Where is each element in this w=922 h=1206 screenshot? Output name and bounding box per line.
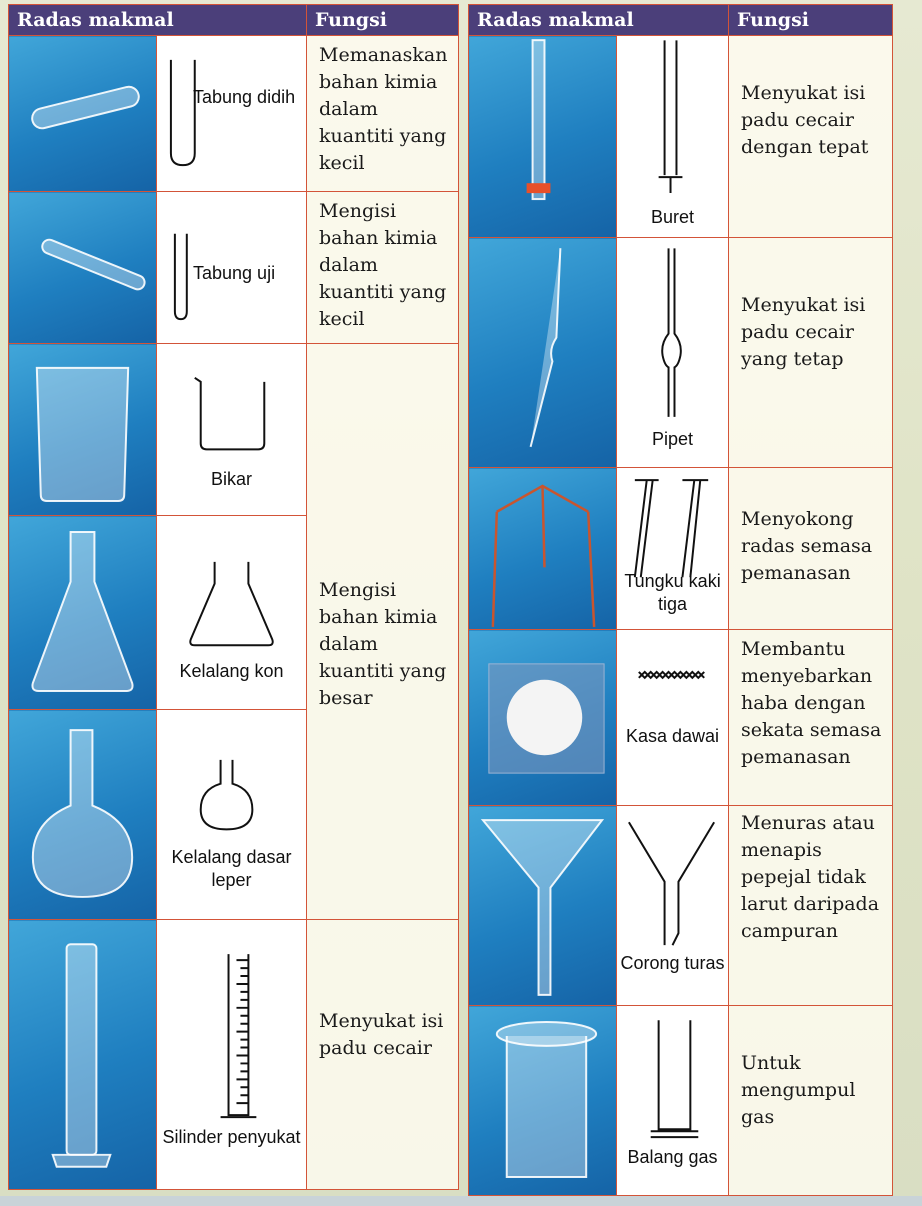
sketch-bikar — [157, 344, 307, 516]
fungsi-buret: Menyukat isi padu cecair dengan tepat — [729, 36, 893, 238]
photo-tabung-uji — [9, 192, 157, 344]
fungsi-kasa-dawai: Membantu menyebarkan haba dengan sekata semasa pemanasan — [729, 630, 893, 806]
fungsi-tabung-didih: Memanaskan bahan kimia dalam kuantiti yang kecil — [307, 36, 459, 192]
sketch-kasa-dawai — [617, 630, 729, 806]
photo-balang-gas — [469, 1006, 617, 1196]
fungsi-corong-turas: Menuras atau menapis pepejal tidak larut daripada campuran — [729, 806, 893, 1006]
photo-tabung-didih — [9, 36, 157, 192]
sketch-balang-gas — [617, 1006, 729, 1196]
label-bikar: Bikar — [211, 469, 253, 489]
sketch-corong-turas — [617, 806, 729, 1006]
label-tabung-uji: Tabung uji — [193, 263, 276, 283]
fungsi-tabung-uji: Mengisi bahan kimia dalam kuantiti yang kecil — [307, 192, 459, 344]
apparatus-table-right — [468, 4, 893, 1196]
photo-tungku-kaki-tiga — [469, 468, 617, 630]
label-tabung-didih: Tabung didih — [193, 87, 296, 107]
label-balang-gas: Balang gas — [627, 1147, 718, 1167]
label-corong-turas: Corong turas — [620, 953, 725, 973]
photo-kelalang-dasar-leper — [9, 710, 157, 920]
bottom-strip — [0, 1196, 922, 1206]
fungsi-silinder-penyukat: Menyukat isi padu cecair — [307, 920, 459, 1190]
photo-bikar — [9, 344, 157, 516]
photo-pipet — [469, 238, 617, 468]
photo-kelalang-kon — [9, 516, 157, 710]
header-fungsi: Fungsi — [307, 5, 459, 36]
label-kelalang-dasar-leper: Kelalang dasar leper — [171, 847, 292, 890]
sketch-kelalang-dasar-leper — [157, 710, 307, 920]
sketch-pipet — [617, 238, 729, 468]
sketch-kelalang-kon — [157, 516, 307, 710]
fungsi-kelalang: Mengisi bahan kimia dalam kuantiti yang besar — [307, 344, 459, 920]
photo-silinder-penyukat — [9, 920, 157, 1190]
label-kasa-dawai: Kasa dawai — [625, 726, 720, 746]
photo-buret — [469, 36, 617, 238]
label-silinder-penyukat: Silinder penyukat — [162, 1127, 301, 1147]
header-radas-makmal: Radas makmal — [9, 5, 307, 36]
photo-kasa-dawai — [469, 630, 617, 806]
label-tungku-kaki-tiga: Tungku kaki tiga — [624, 571, 721, 614]
fungsi-pipet: Menyukat isi padu cecair yang tetap — [729, 238, 893, 468]
header-radas-makmal: Radas makmal — [469, 5, 729, 36]
fungsi-tungku-kaki-tiga: Menyokong radas semasa pemanasan — [729, 468, 893, 630]
label-buret: Buret — [650, 207, 695, 227]
sketch-buret — [617, 36, 729, 238]
label-kelalang-kon: Kelalang kon — [179, 661, 284, 681]
sketch-tabung-didih — [157, 36, 307, 192]
photo-corong-turas — [469, 806, 617, 1006]
apparatus-table-left — [8, 4, 459, 1190]
label-pipet: Pipet — [651, 429, 694, 449]
fungsi-balang-gas: Untuk mengumpul gas — [729, 1006, 893, 1196]
sketch-tabung-uji — [157, 192, 307, 344]
header-fungsi: Fungsi — [729, 5, 893, 36]
sketch-tungku-kaki-tiga — [617, 468, 729, 630]
sketch-silinder-penyukat — [157, 920, 307, 1190]
